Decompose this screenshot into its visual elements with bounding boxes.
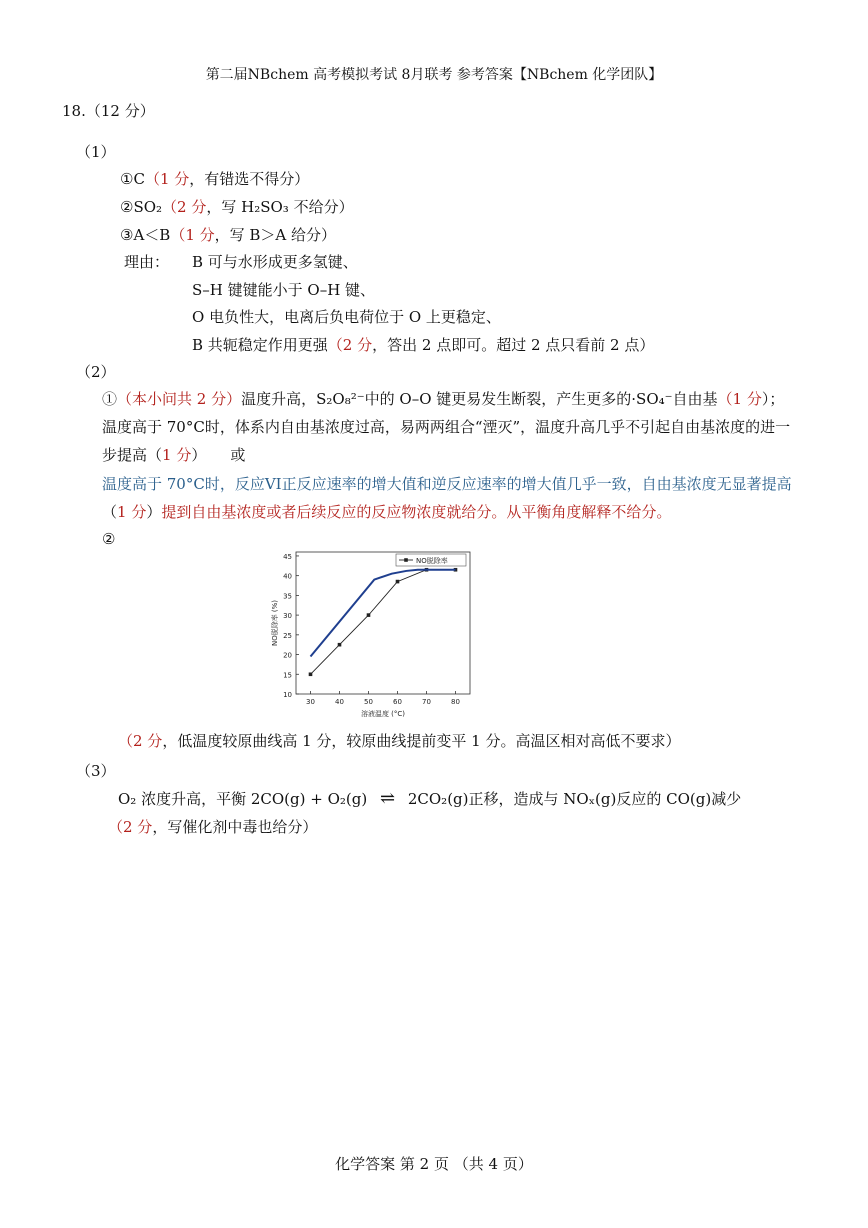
part1-item1-note-score: （1 分 <box>144 170 190 188</box>
reason-line: O 电负性大，电离后负电荷位于 O 上更稳定、 <box>192 308 501 326</box>
x-tick-label: 40 <box>335 698 344 706</box>
no-removal-chart <box>268 546 478 718</box>
legend-label: NO脱除率 <box>416 557 448 565</box>
part1-item3-answer: ③A＜B <box>120 226 171 244</box>
reason-note: （2 分，答出 2 点即可。超过 2 点只看前 2 点） <box>327 336 655 354</box>
part3-answer <box>118 788 741 809</box>
x-axis-label: 溶液温度 (°C) <box>360 710 406 718</box>
y-tick-label: 10 <box>283 691 292 699</box>
x-tick-label: 50 <box>364 698 373 706</box>
reason-label: 理由： <box>124 253 170 271</box>
part3-note-score: （2 分 <box>108 818 153 836</box>
x-tick-label: 70 <box>422 698 431 706</box>
reason-text: B 共轭稳定作用更强 <box>192 336 328 354</box>
series-line <box>311 570 456 675</box>
reason-line: S–H 键键能小于 O–H 键、 <box>192 281 376 299</box>
part1-item3-note-rest: ，写 B＞A 给分） <box>214 226 337 244</box>
y-axis-label: NO脱除率 (%) <box>271 599 279 647</box>
part3-note-rest: ，写催化剂中毒也给分） <box>152 818 318 836</box>
legend-marker <box>404 558 408 562</box>
part1-item1 <box>120 168 309 189</box>
reason-line-last <box>192 334 654 355</box>
y-tick-label: 30 <box>283 612 292 621</box>
y-tick-label: 35 <box>283 592 292 601</box>
part2-a1-line3-score: （1 分） <box>147 446 207 464</box>
data-point <box>396 580 400 584</box>
part2-a2-note-score: （2 分，低温度较原曲线高 1 分，较原曲线提前变平 1 分。高温区相对高低不要求） <box>118 732 681 750</box>
part2-a2-note <box>118 730 680 751</box>
part2-a1-score: （1 分）； <box>717 390 785 408</box>
part3-text-post: 2CO₂(g)正移，造成与 NOₓ(g)反应的 CO(g)减少 <box>407 790 742 808</box>
part1-label: （1） <box>76 143 116 161</box>
part2-a1-alt-note <box>102 501 671 522</box>
part2-a2-marker: ② <box>102 530 116 548</box>
question-number: 18. <box>62 102 86 120</box>
question-points: （12 分） <box>85 102 155 120</box>
part1-item3 <box>120 224 336 245</box>
y-tick-label: 15 <box>283 671 292 680</box>
page-header: 第二届NBchem 高考模拟考试 8月联考 参考答案【NBchem 化学团队】 <box>205 67 663 83</box>
part2-a1-or: 或 <box>230 446 246 464</box>
part2-a1-points: （本小问共 2 分） <box>117 390 242 408</box>
data-point <box>338 643 342 647</box>
data-point <box>309 672 313 676</box>
part1-item2-note-score: （2 分 <box>162 198 207 216</box>
x-tick-label: 60 <box>393 698 402 706</box>
part2-a1-line1 <box>102 388 784 409</box>
part1-item1-answer: ①C <box>120 170 145 188</box>
page-footer: 化学答案 第 2 页 （共 4 页） <box>335 1155 533 1173</box>
chart-svg <box>268 546 478 718</box>
part1-item2 <box>120 196 354 217</box>
x-tick-label: 30 <box>306 698 315 706</box>
part2-a1-line3-text: 步提高 <box>102 446 148 464</box>
part2-a1-marker: ① <box>102 390 118 408</box>
part1-item2-answer: ②SO₂ <box>120 198 163 216</box>
data-point <box>367 613 371 617</box>
part1-item3-note-score: （1 分 <box>170 226 215 244</box>
part3-label: （3） <box>76 762 116 780</box>
y-tick-label: 40 <box>283 572 292 581</box>
part2-a1-alt-score: （1 分） <box>102 503 162 521</box>
part2-a1-line2: 温度高于 70°C时，体系内自由基浓度过高，易两两组合“湮灭”，温度升高几乎不引起自由基浓度的进一 <box>102 418 791 436</box>
x-tick-label: 80 <box>451 698 460 706</box>
y-tick-label: 25 <box>283 631 292 640</box>
reason-line: B 可与水形成更多氢键、 <box>192 253 358 271</box>
question-heading <box>62 100 155 121</box>
y-tick-label: 20 <box>283 651 292 660</box>
equilibrium-arrow-icon: ⇌ <box>379 788 396 809</box>
plot-frame <box>296 552 470 694</box>
part1-item2-note-rest: ，写 H₂SO₃ 不给分） <box>206 198 354 216</box>
part2-label: （2） <box>76 363 116 381</box>
part3-note <box>108 816 317 837</box>
part2-a1-text: 温度升高，S₂O₈²⁻中的 O–O 键更易发生断裂，产生更多的·SO₄⁻自由基 <box>241 390 718 408</box>
part1-item1-note-rest: ，有错选不得分） <box>189 170 310 188</box>
part2-a1-alt-note-text: 提到自由基浓度或者后续反应的反应物浓度就给分。从平衡角度解释不给分。 <box>161 503 672 521</box>
y-tick-label: 45 <box>283 552 292 561</box>
part2-a1-line3 <box>102 444 245 465</box>
part3-text-pre: O₂ 浓度升高，平衡 2CO(g) + O₂(g) <box>118 790 368 808</box>
revised-curve-line <box>311 570 456 657</box>
part2-a1-alt: 温度高于 70°C时，反应VI正反应速率的增大值和逆反应速率的增大值几乎一致，自由基浓度无显著提高 <box>102 475 792 493</box>
